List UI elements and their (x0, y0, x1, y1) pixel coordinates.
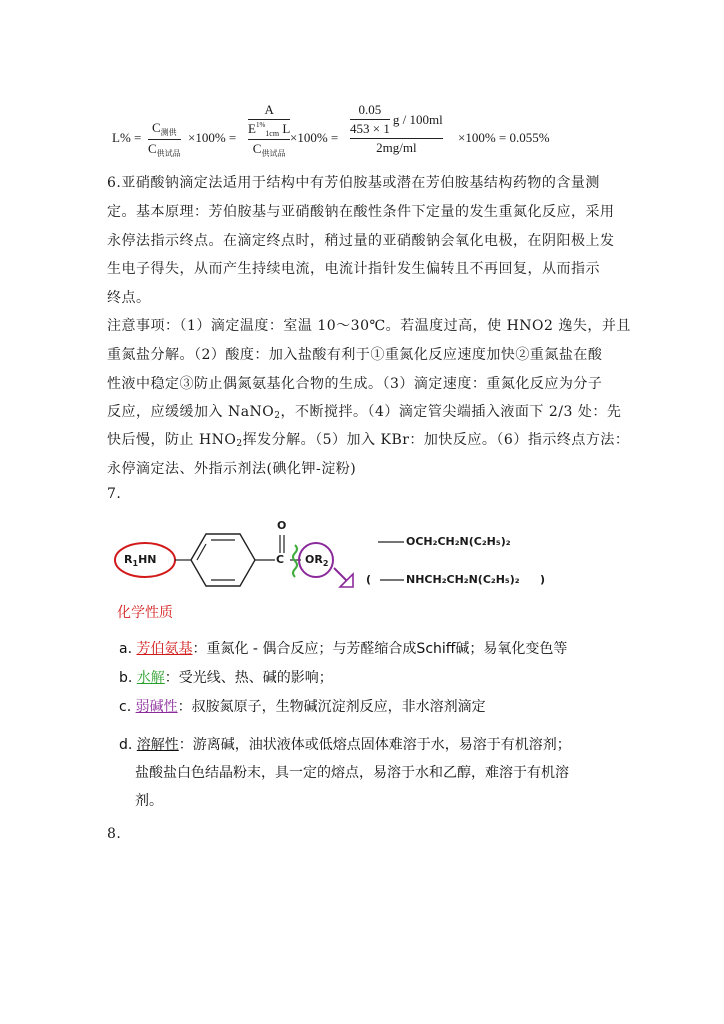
chain2-label: NHCH₂CH₂N(C₂H₅)₂ (406, 573, 520, 586)
f2-l: L (282, 121, 291, 136)
chain2-open-paren: ( (366, 573, 372, 586)
note-line-5-a: 快后慢，防止 HNO (107, 432, 237, 448)
f2-numerator-top: A (264, 102, 274, 117)
formula-times100-2: ×100% = (290, 130, 339, 145)
chain1-label: OCH₂CH₂N(C₂H₅)₂ (406, 535, 511, 548)
f3-numerator-bottom: 453 × 1 (350, 121, 390, 136)
f2-e-sub: 1cm (265, 129, 280, 138)
note-line-4-sub: 2 (274, 411, 281, 421)
property-b-label: 水解 (136, 670, 165, 686)
f2-denominator: C (252, 141, 262, 156)
para6-line-4: 生电子得失，从而产生持续电流，电流计指针发生偏转且不再回复，从而指示 (107, 261, 600, 277)
property-c-prefix: c. (119, 699, 136, 715)
para6-line-1: 6.亚硝酸钠滴定法适用于结构中有芳伯胺基或潜在芳伯胺基结构药物的含量测 (107, 175, 600, 191)
note-line-1: 注意事项：（1）滴定温度：室温 10～30℃。若温度过高，使 HNO2 逸失，并且 (107, 318, 631, 334)
para6-line-5: 终点。 (107, 290, 151, 306)
f3-numerator-top: 0.05 (358, 102, 382, 117)
note-line-4 (107, 401, 621, 421)
para6-line-2: 定。基本原理：芳伯胺基与亚硝酸钠在酸性条件下定量的发生重氮化反应，采用 (107, 204, 615, 220)
formula-l-percent (112, 100, 612, 170)
note-line-5 (107, 429, 629, 449)
formula-fraction-3 (350, 102, 443, 156)
f1-denominator: C (148, 141, 157, 156)
note-line-3: 性液中稳定③防止偶氮氨基化合物的生成。（3）滴定速度：重氮化反应为分子 (107, 376, 603, 392)
property-c (119, 696, 486, 716)
property-b (119, 667, 333, 687)
structure-svg (112, 515, 592, 605)
note-line-5-b: 挥发分解。（5）加入 KBr：加快反应。（6）指示终点方法： (242, 432, 630, 448)
or2-label: $OR_2$ (305, 553, 329, 568)
property-b-text: ：受光线、热、碱的影响； (164, 670, 333, 686)
property-d (119, 734, 571, 754)
property-c-label: 弱碱性 (135, 699, 178, 715)
property-d-line-2: 盐酸盐白色结晶粉末，具一定的熔点，易溶于水和乙醇，难溶于有机溶 (135, 765, 569, 781)
f3-unit: g / 100ml (392, 111, 443, 127)
note-line-2: 重氮盐分解。（2）酸度：加入盐酸有利于①重氮化反应速度加快②重氮盐在酸 (107, 347, 603, 363)
item-8-number: 8. (107, 826, 122, 842)
property-a-label: 芳伯氨基 (136, 641, 193, 657)
f1-denominator-sub: 供试品 (156, 149, 181, 158)
property-d-label: 溶解性 (136, 737, 179, 753)
property-a-prefix: a. (119, 641, 137, 657)
hydrolysis-cleavage-mark (293, 545, 297, 577)
benzene-ring (191, 534, 255, 586)
item-7-number: 7. (107, 486, 122, 502)
property-d-text: ：游离碱，油状液体或低熔点固体难溶于水，易溶于有机溶剂； (178, 737, 571, 753)
formula-lhs: L% = (112, 130, 142, 145)
note-line-4-b: ，不断搅拌。（4）滴定管尖端插入液面下 2/3 处：先 (280, 404, 622, 420)
property-d-line-3: 剂。 (135, 793, 163, 809)
note-line-5-sub: 2 (236, 439, 243, 449)
property-a (119, 638, 567, 658)
f3-denominator: 2mg/ml (376, 140, 417, 155)
formula-fraction-2 (248, 102, 290, 159)
f2-denominator-sub: 供试品 (261, 149, 286, 158)
property-d-prefix: d. (119, 737, 137, 753)
f2-e-sup: 1% (255, 121, 266, 129)
procaine-structure-diagram (112, 515, 592, 605)
oxygen-label: O (277, 519, 287, 532)
property-c-text: ：叔胺氮原子，生物碱沉淀剂反应，非水溶剂滴定 (177, 699, 486, 715)
property-a-text: ：重氮化 - 偶合反应；与芳醛缩合成Schiff碱；易氧化变色等 (192, 641, 568, 657)
f2-e: E (248, 121, 256, 136)
formula-times100-1: ×100% = (188, 130, 237, 145)
note-line-4-a: 反应，应缓缓加入 NaNO (107, 404, 275, 420)
para6-line-3: 永停法指示终点。在滴定终点时，稍过量的亚硝酸钠会氧化电极，在阴阳极上发 (107, 233, 615, 249)
purple-arrow-shaft (334, 568, 348, 582)
property-b-prefix: b. (119, 670, 137, 686)
properties-title: 化学性质 (117, 605, 173, 621)
formula-result: ×100% = 0.055% (458, 130, 550, 145)
note-line-6: 永停滴定法、外指示剂法(碘化钾-淀粉) (107, 461, 357, 477)
f1-numerator-sub: 测供 (160, 128, 177, 137)
f1-numerator: C (152, 120, 161, 135)
carbon-label: C (276, 553, 285, 566)
formula-fraction-1 (148, 120, 181, 159)
chain2-close-paren: ) (540, 573, 546, 586)
r1hn-label: $R_1HN$ (124, 553, 157, 568)
